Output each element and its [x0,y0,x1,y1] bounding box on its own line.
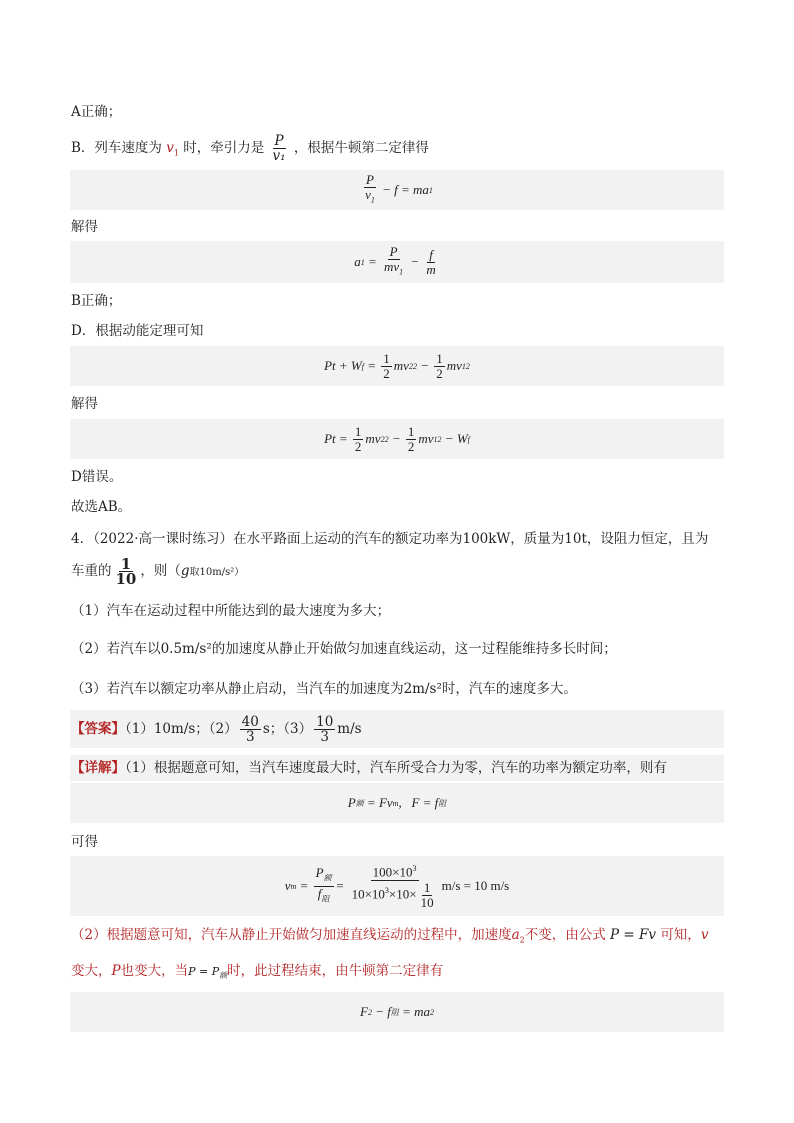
sub-question-3: （3）若汽车以额定功率从静止启动，当汽车的加速度为2m/s²时，汽车的速度多大。 [71,681,577,697]
b-correct-line: B正确； [71,293,122,309]
sub-question-2: （2）若汽车以0.5m/s²的加速度从静止开始做匀加速直线运动，这一过程能维持多长时间； [71,641,617,657]
fraction-p-over-v1: $\frac{P}{\text{v₁}}$ [272,133,286,164]
question-4-line-2: 车重的 $\frac{1}{10}$ ，则（g取10m/s²） [71,555,245,588]
formula-newton-2: F 2 − f 阻 = ma 2 [70,992,724,1032]
solve-label-1: 解得 [71,219,98,235]
answer-line: 【答案】（1）10m/s；（2） $\frac{40}{3}$ s；（3） $\frac{10}{3}$ m/s [71,714,362,745]
part-2-line-1: （2）根据题意可知，汽车从静止开始做匀加速直线运动的过程中，加速度$a_2$不变，由公式 P = Fv 可知，v [71,927,709,945]
option-b-line: B．列车速度为 $v_1$ 时，牵引力是 $\frac{P}{\text{v₁}}$ ，根据牛顿第二定律得 [71,133,429,164]
question-4-line-1: 4．（2022·高一课时练习）在水平路面上运动的汽车的额定功率为100kW，质量为10t，设阻力恒定，且为 [71,531,709,547]
can-get-label: 可得 [71,834,98,850]
formula-kinetic-energy: Pt + W f = $\frac{1}{2}$ mv 2 2 − $\frac{1}{2}$ mv 1 2 [70,346,724,386]
formula-max-speed: v m = $\frac{P_额}{f_阻}$ = $100\times 10^3$ $10\times 10^3\times 10\times$ $\frac{1}{10}$ m/s = 10 m/s [70,856,724,916]
a-correct-line: A正确； [71,104,122,120]
d-wrong-line: D错误。 [71,469,123,485]
formula-pt: Pt = $\frac{1}{2}$ mv 2 2 − $\frac{1}{2}$ mv 1 2 − W f [70,419,724,459]
sub-question-1: （1）汽车在运动过程中所能达到的最大速度为多大； [71,603,391,619]
formula-rated-power: P 额 = Fv m , F = f 阻 [70,783,724,823]
solve-label-2: 解得 [71,396,98,412]
option-d-line: D．根据动能定理可知 [71,323,204,339]
formula-a1: a 1 = $\frac{P}{mv_1}$ − $\frac{f}{m}$ [70,241,724,283]
formula-newton-b: $\frac{P}{v_1}$ − f = ma 1 [70,170,724,210]
choose-line: 故选AB。 [71,499,132,515]
part-2-line-2: 变大，P也变大，当$P = P_额$时，此过程结束，由牛顿第二定律有 [71,963,444,981]
detail-line: 【详解】（1）根据题意可知，当汽车速度最大时，汽车所受合力为零，汽车的功率为额定功率，则有 [71,760,667,776]
